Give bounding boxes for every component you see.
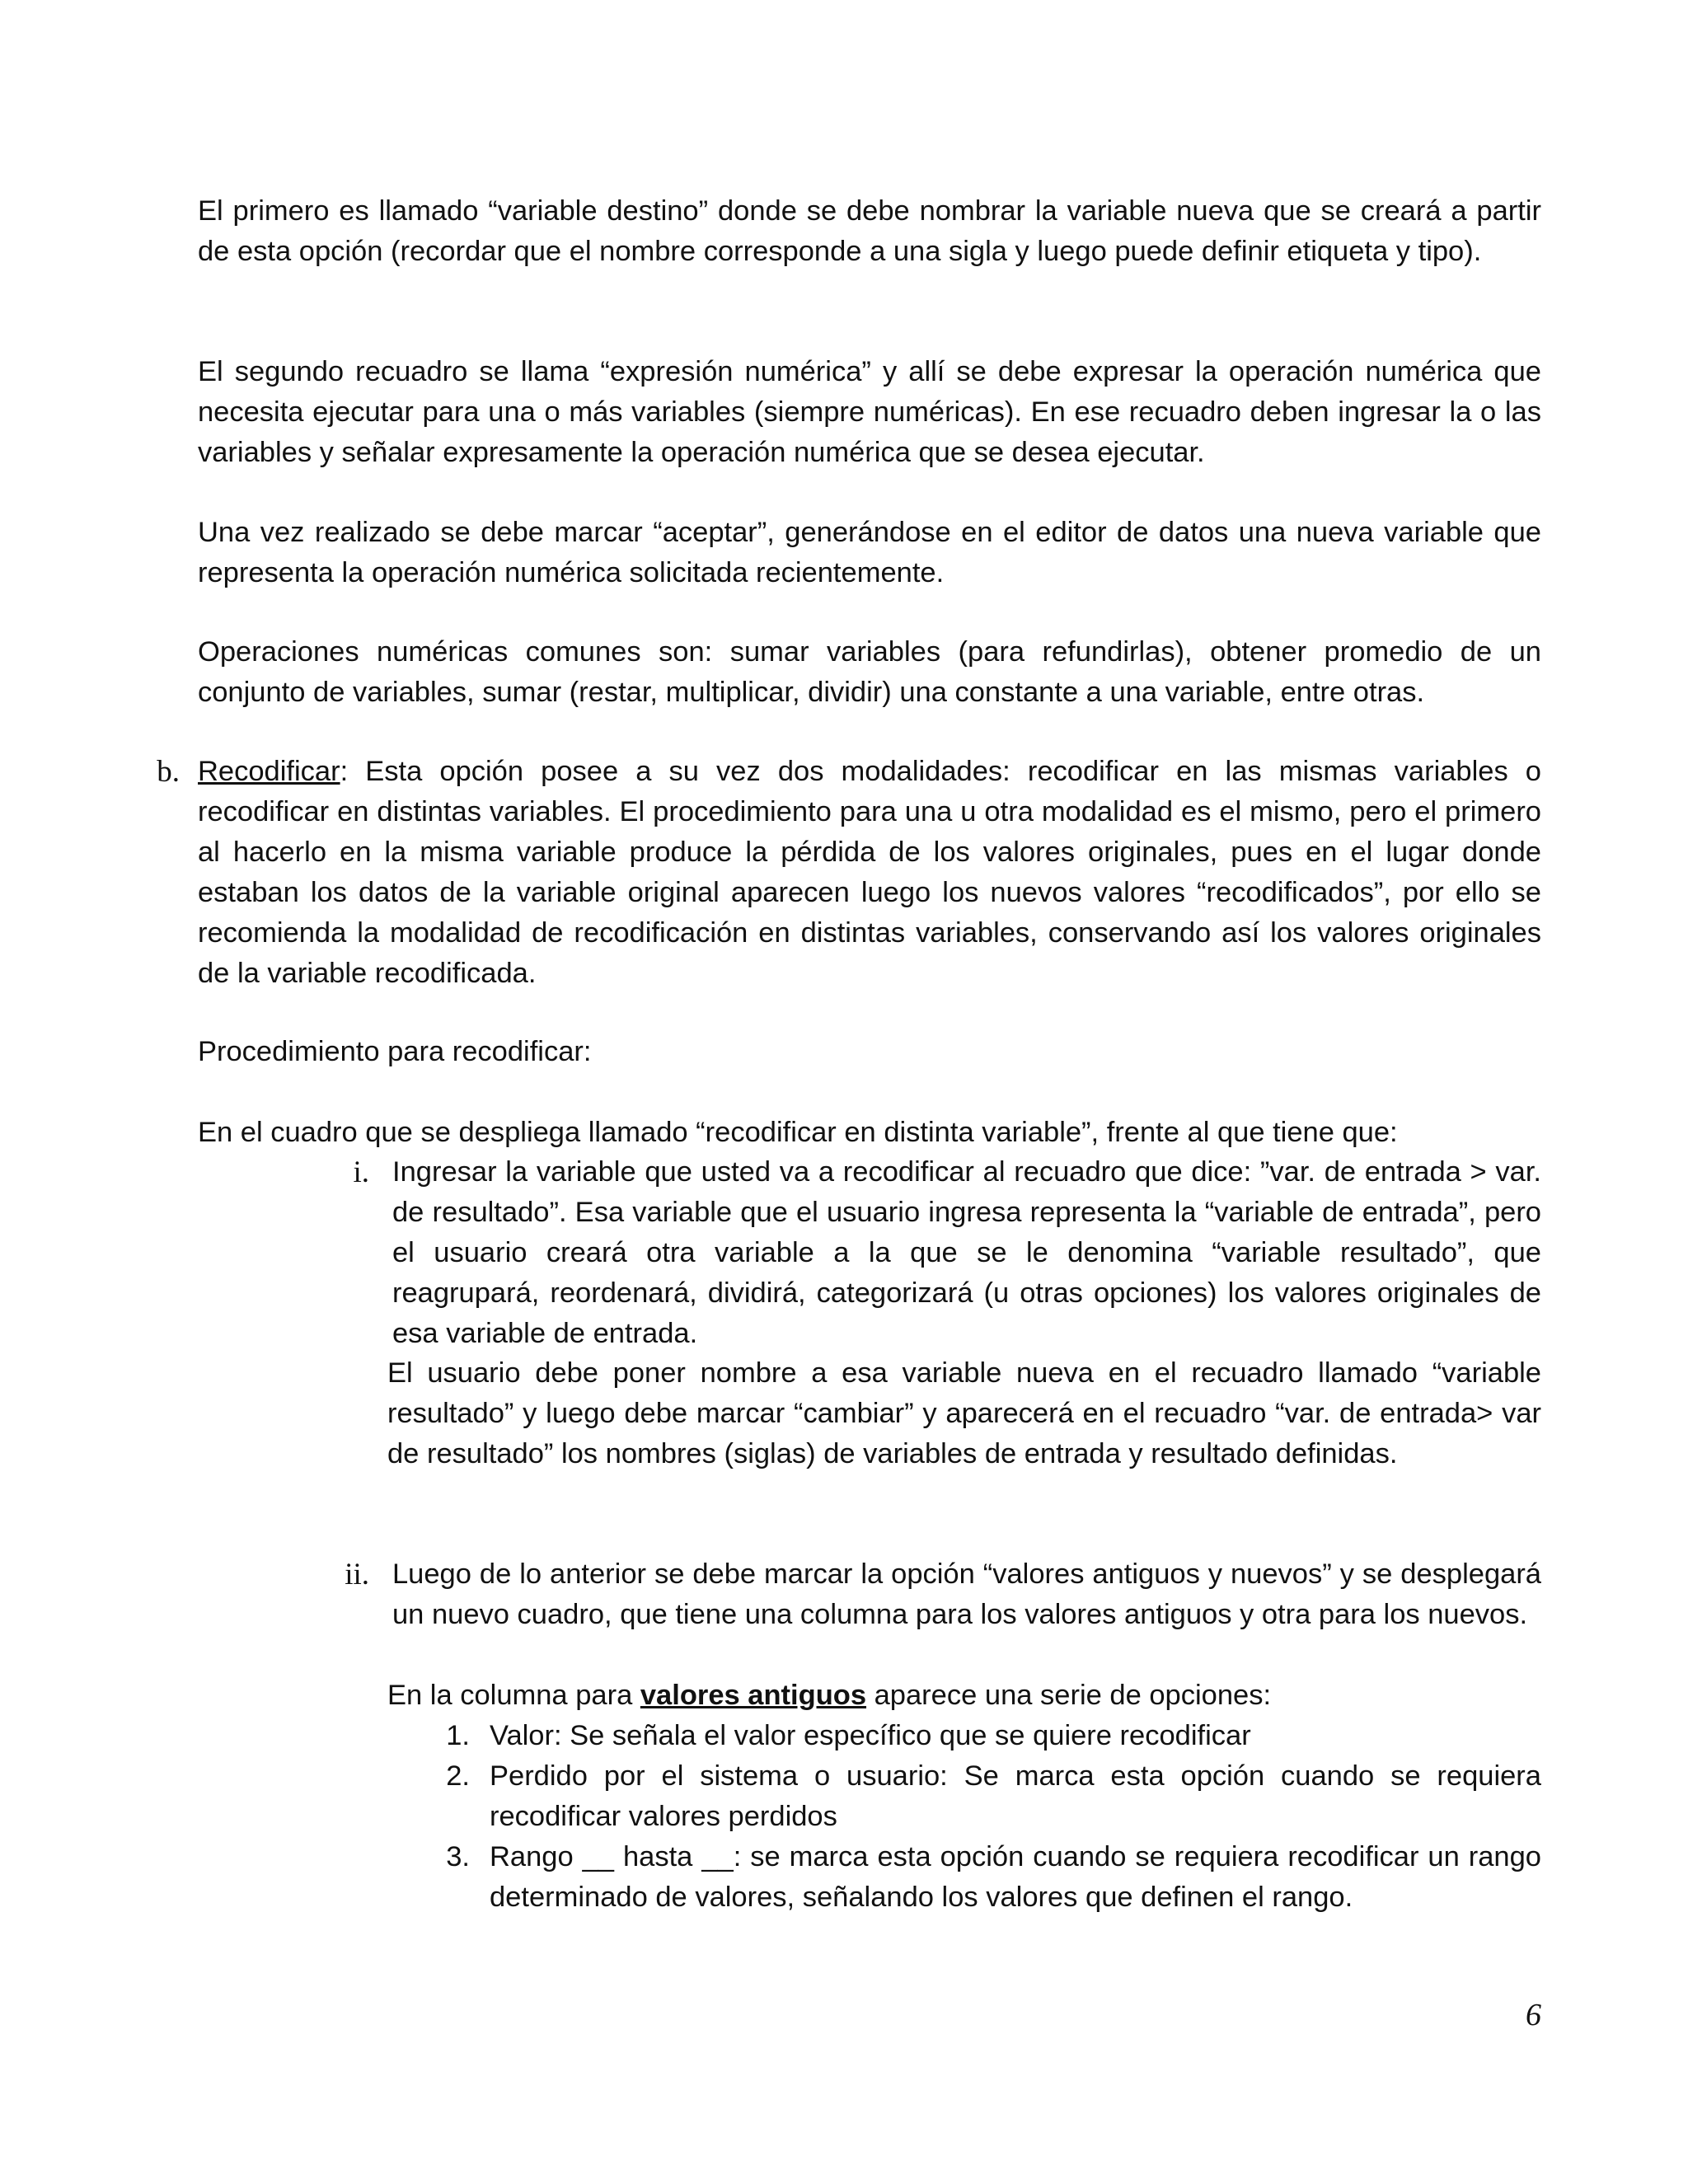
option-rango: Rango __ hasta __: se marca esta opción cuando se requiera recodificar un rango determinado de valores, señalando los valores que definen el rango. [490,1841,1541,1913]
step-i-text: Ingresar la variable que usted va a recodificar al recuadro que dice: ”var. de entrada > var. de resultado”. Esa variable que el usuario ingresa representa la “variable de entrada”, pero el usuario creará otra variable a la que se le denomina “variable resultado”, que reagrupará, reordenará, dividirá, categorizará (u otras opciones) los valores originales de esa variable de entrada. [392,1156,1541,1349]
paragraph-expresion-numerica: El segundo recuadro se llama “expresión numérica” y allí se debe expresar la operación numérica que necesita ejecutar para una o más variables (siempre numéricas). En ese recuadro deben ingresar la o las variables y señalar expresamente la operación numérica que se desea ejecutar. [198,356,1541,468]
list-marker-ii: ii. [345,1558,369,1591]
step-ii-continuation-after: aparece una serie de opciones: [866,1680,1272,1711]
option-marker-3: 3. [446,1841,470,1872]
list-marker-i: i. [353,1155,369,1189]
recodificar-text: : Esta opción posee a su vez dos modalidades: recodificar en las mismas variables o recodificar en distintas variables. El procedimiento para una u otra modalidad es el mismo, pero el primero al hacerlo en la misma variable produce la pérdida de los valores originales, pues en el lugar donde estaban los datos de la variable original aparecen luego los nuevos valores “recodificados”, por ello se recomienda la modalidad de recodificación en distintas variables, conservando así los valores originales de la variable recodificada. [198,756,1541,989]
option-perdido: Perdido por el sistema o usuario: Se marca esta opción cuando se requiera recodificar valores perdidos [490,1760,1541,1832]
step-ii-text: Luego de lo anterior se debe marcar la opción “valores antiguos y nuevos” y se desplegará un nuevo cuadro, que tiene una columna para los valores antiguos y otra para los nuevos. [392,1558,1541,1630]
paragraph-variable-destino: El primero es llamado “variable destino” donde se debe nombrar la variable nueva que se creará a partir de esta opción (recordar que el nombre corresponde a una sigla y luego puede definir etiqueta y tipo). [198,195,1541,267]
paragraph-operaciones-comunes: Operaciones numéricas comunes son: sumar variables (para refundirlas), obtener promedio de un conjunto de variables, sumar (restar, multiplicar, dividir) una constante a una variable, entre otras. [198,636,1541,708]
option-valor: Valor: Se señala el valor específico que se quiere recodificar [490,1720,1251,1751]
procedure-heading: Procedimiento para recodificar: [198,1036,592,1067]
paragraph-aceptar: Una vez realizado se debe marcar “aceptar”, generándose en el editor de datos una nueva variable que representa la operación numérica solicitada recientemente. [198,517,1541,588]
option-marker-2: 2. [446,1760,470,1792]
option-marker-1: 1. [446,1720,470,1751]
procedure-intro: En el cuadro que se despliega llamado “recodificar en distinta variable”, frente al que tiene que: [198,1117,1398,1148]
step-i-continuation: El usuario debe poner nombre a esa variable nueva en el recuadro llamado “variable resultado” y luego debe marcar “cambiar” y aparecerá en el recuadro “var. de entrada> var de resultado” los nombres (siglas) de variables de entrada y resultado definidas. [387,1357,1541,1469]
step-ii-continuation-before: En la columna para [387,1680,640,1711]
valores-antiguos-term: valores antiguos [640,1680,867,1711]
page-number: 6 [1526,1998,1541,2032]
step-ii-continuation [387,1675,1541,1716]
recodificar-term: Recodificar [198,756,340,787]
recodificar-paragraph [198,752,1541,994]
list-marker-b: b. [157,755,180,789]
